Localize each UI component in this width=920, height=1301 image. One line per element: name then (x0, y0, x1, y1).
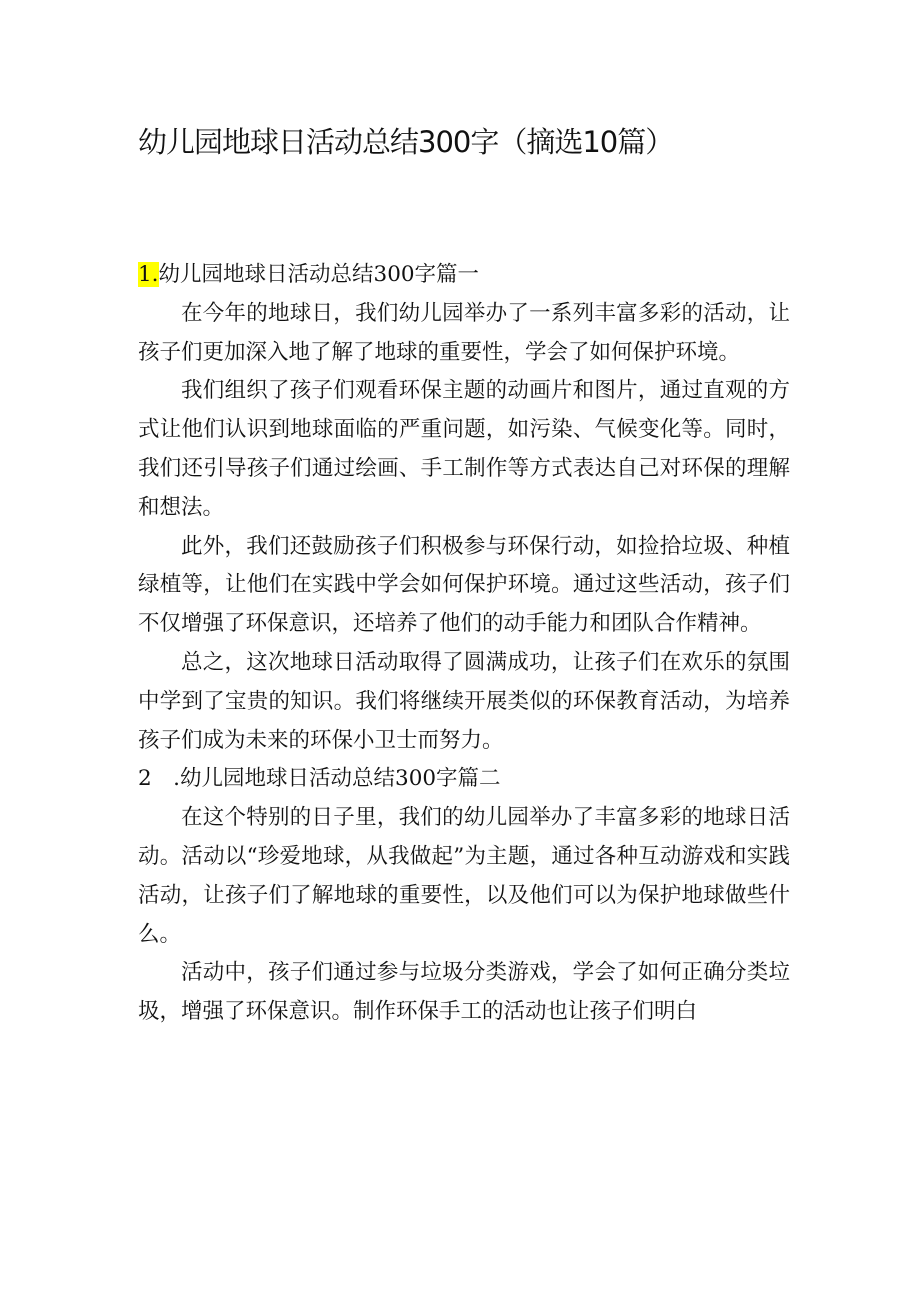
section-heading-2 (138, 760, 790, 799)
section-heading-1 (138, 256, 790, 295)
section-number: 2 . (138, 766, 181, 792)
paragraph: 在今年的地球日，我们幼儿园举办了一系列丰富多彩的活动，让孩子们更加深入地了解了地球的重要性，学会了如何保护环境。 (138, 300, 790, 365)
paragraph: 我们组织了孩子们观看环保主题的动画片和图片，通过直观的方式让他们认识到地球面临的严重问题，如污染、气候变化等。同时，我们还引导孩子们通过绘画、手工制作等方式表达自己对环保的理解和想法。 (138, 378, 790, 520)
paragraph: 此外，我们还鼓励孩子们积极参与环保行动，如捡拾垃圾、种植绿植等，让他们在实践中学会如何保护环境。通过这些活动，孩子们不仅增强了环保意识，还培养了他们的动手能力和团队合作精神。 (138, 533, 790, 637)
section-title: 幼儿园地球日活动总结300字篇一 (158, 262, 480, 287)
document-title: 幼儿园地球日活动总结300字（摘选10篇） (138, 125, 674, 159)
section-title: 幼儿园地球日活动总结300字篇二 (180, 766, 501, 792)
paragraph: 总之，这次地球日活动取得了圆满成功，让孩子们在欢乐的氛围中学到了宝贵的知识。我们将继续开展类似的环保教育活动，为培养孩子们成为未来的环保小卫士而努力。 (138, 649, 790, 753)
paragraph: 在这个特别的日子里，我们的幼儿园举办了丰富多彩的地球日活动。活动以“珍爱地球，从我做起”为主题，通过各种互动游戏和实践活动，让孩子们了解地球的重要性，以及他们可以为保护地球做些什么。 (138, 805, 790, 947)
paragraph: 活动中，孩子们通过参与垃圾分类游戏，学会了如何正确分类垃圾，增强了环保意识。制作环保手工的活动也让孩子们明白 (138, 960, 790, 1025)
section-number-highlight: 1. (138, 262, 159, 287)
document-body (138, 256, 790, 1032)
